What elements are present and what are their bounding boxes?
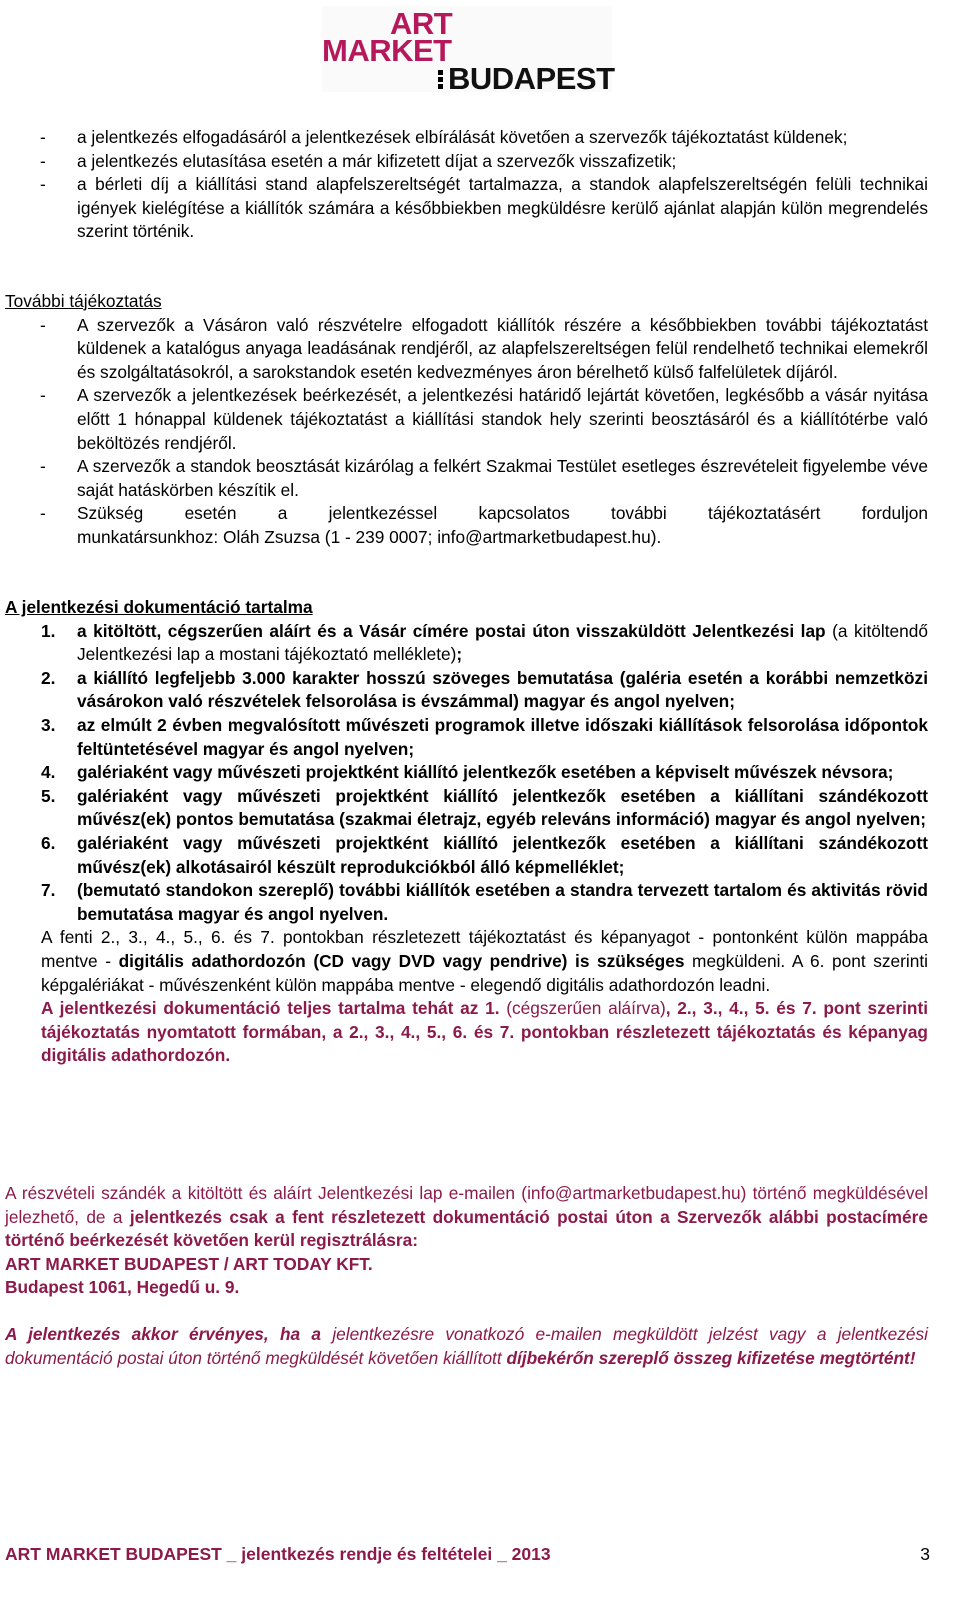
list-item: 4. galériaként vagy művészeti projektként kiállító jelentkezők esetében a képviselt művészek névsora;	[41, 762, 894, 783]
further-info-section	[5, 290, 928, 550]
footer-title: ART MARKET BUDAPEST _ jelentkezés rendje és feltételei _ 2013	[5, 1544, 551, 1564]
list-item: 6. galériaként vagy művészeti projektként kiállító jelentkezők esetében a kiállítani szándékozott művész(ek) alkotásairól készült reprodukciókból álló képmelléklet;	[41, 832, 928, 877]
list-item-text: A szervezők a standok beosztását kizárólag a felkért Szakmai Testület esetleges észrevételeit figyelembe véve saját hatáskörben készítik el.	[77, 456, 928, 500]
list-item-text: galériaként vagy művészeti projektként kiállító jelentkezők esetében a képviselt művészek névsora;	[77, 762, 894, 783]
section-heading: További tájékoztatás	[5, 291, 162, 311]
list-item: - a jelentkezés elfogadásáról a jelentkezések elbírálását követően a szervezők tájékoztatást küldenek;	[40, 127, 848, 147]
logo	[322, 6, 615, 96]
list-item-text: A szervezők a Vásáron való részvételre elfogadott kiállítók részére a későbbiekben további tájékoztatást küldenek a katalógus anyaga leadásának rendjéről, az alapfelszereltségen felül rendelhető technikai elemekről és szolgáltatásokról, a sarokstandok esetén kedvezményes áron bérelhető külső falfelületek díjáról.	[77, 314, 928, 382]
list-item: - A szervezők a jelentkezések beérkezését, a jelentkezési határidő lejártát követően, legkésőbb a vásár nyitása előtt 1 hónappal küldenek tájékoztatást a kiállítási standok hely szerinti beosztásáról és a kiállítótérbe való beköltözés rendjéről.	[40, 385, 928, 453]
section-heading: A jelentkezési dokumentáció tartalma	[5, 597, 313, 617]
list-item: - A szervezők a standok beosztását kizárólag a felkért Szakmai Testület esetleges észrevételeit figyelembe véve saját hatáskörben készítik el.	[40, 456, 928, 500]
logo-dots-icon	[438, 70, 443, 89]
registration-section	[5, 1182, 928, 1300]
list-item-text: A szervezők a jelentkezések beérkezését, a jelentkezési határidő lejártát követően, legkésőbb a vásár nyitása előtt 1 hónappal küldenek tájékoztatást a kiállítási standok hely szerinti beosztásáról és a kiállítótérbe való beköltözés rendjéről.	[77, 385, 928, 453]
registration-paragraph: A részvételi szándék a kitöltött és aláírt Jelentkezési lap e-mailen (info@artmarketbudapest.hu) történő megküldésével jelezhető, de a jelentkezés csak a fent részletezett dokumentáció postai úton a Szervezők alábbi postacímére történő beérkezését követően kerül regisztrálásra:	[5, 1183, 928, 1251]
logo-line-budapest: BUDAPEST	[448, 61, 615, 96]
postal-address-line2: Budapest 1061, Hegedű u. 9.	[5, 1277, 240, 1298]
list-item: 1. a kitöltött, cégszerűen aláírt és a Vásár címére postai úton visszaküldött Jelentkezési lap (a kitöltendő Jelentkezési lap a mostani tájékoztató melléklete);	[41, 620, 929, 665]
page-number: 3	[920, 1544, 930, 1564]
list-item-text: a bérleti díj a kiállítási stand alapfelszereltségét tartalmazza, a standok alapfelszereltségén felüli technikai igények kielégítése a kiállítók számára a későbbiekben megküldésre kerülő ajánlat alapján külön megrendelés szerint történik.	[77, 174, 928, 242]
list-item: 5. galériaként vagy művészeti projektként kiállító jelentkezők esetében a kiállítani szándékozott művész(ek) pontos bemutatása (szakmai életrajz, egyéb releváns információ) magyar és angol nyelven;	[41, 785, 928, 830]
list-item: - a jelentkezés elutasítása esetén a már kifizetett díjat a szervezők visszafizetik;	[40, 150, 677, 171]
list-item-text-line1: Szükség esetén a jelentkezéssel kapcsolatos további tájékoztatásért forduljon	[77, 503, 928, 524]
list-item-text-line2: munkatársunkhoz: Oláh Zsuzsa (1 - 239 0007; info@artmarketbudapest.hu).	[77, 526, 662, 547]
list-item-text: galériaként vagy művészeti projektként kiállító jelentkezők esetében a kiállítani szándékozott művész(ek) alkotásairól készült reprodukciókból álló képmelléklet;	[77, 832, 928, 877]
list-item-text-bold: a kitöltött, cégszerűen aláírt és a Vásár címére postai úton visszaküldött Jelentkezési lap	[77, 620, 826, 641]
digital-media-paragraph: A fenti 2., 3., 4., 5., 6. és 7. pontokban részletezett tájékoztatást és képanyagot - pontonként külön mappába mentve - digitális adathordozón (CD vagy DVD vagy pendrive) is szükséges megküldeni. A 6. pont szerinti képgalériákat - művészenként külön mappába mentve - elegendő digitális adathordozón leadni.	[41, 927, 928, 995]
documentation-section	[5, 596, 928, 1068]
postal-address-line1: ART MARKET BUDAPEST / ART TODAY KFT.	[5, 1253, 373, 1274]
list-item: - a bérleti díj a kiállítási stand alapfelszereltségét tartalmazza, a standok alapfelszereltségén felüli technikai igények kielégítése a kiállítók számára a későbbiekben megküldésre kerülő ajánlat alapján külön megrendelés szerint történik.	[40, 174, 928, 242]
logo-line-market: MARKET	[322, 33, 452, 68]
list-item-text: a jelentkezés elutasítása esetén a már kifizetett díjat a szervezők visszafizetik;	[77, 150, 677, 171]
logo-line-art: ART	[390, 6, 453, 41]
documentation-summary: A jelentkezési dokumentáció teljes tartalma tehát az 1. (cégszerűen aláírva), 2., 3., 4., 5. és 7. pont szerinti tájékoztatás nyomtatott formában, a 2., 3., 4., 5., 6. és 7. pontokban részletezett tájékoztatás és képanyag digitális adathordozón.	[41, 998, 929, 1066]
list-item-text-normal: (a kitöltendő Jelentkezési lap a mostani tájékoztató melléklete)	[77, 620, 929, 665]
list-item-text: a kiállító legfeljebb 3.000 karakter hosszú szöveges bemutatása (galéria esetén a korábbi nemzetközi vásárokon való részvételek felsorolása is évszámmal) magyar és angol nyelven;	[77, 667, 928, 712]
list-item-text: (bemutató standokon szereplő) további kiállítók esetében a standra tervezett tartalom és aktivitás rövid bemutatása magyar és angol nyelven.	[77, 880, 928, 924]
list-item: 2. a kiállító legfeljebb 3.000 karakter hosszú szöveges bemutatása (galéria esetén a korábbi nemzetközi vásárokon való részvételek felsorolása is évszámmal) magyar és angol nyelven;	[41, 667, 928, 712]
validity-paragraph: A jelentkezés akkor érvényes, ha a jelentkezésre vonatkozó e-mailen megküldött jelzést vagy a jelentkezési dokumentáció postai úton történő megküldését követően kiállított díjbekérőn szereplő összeg kifizetése megtörtént!	[5, 1324, 928, 1368]
logo-line-budapest-wrap	[438, 61, 615, 96]
intro-list	[5, 126, 928, 244]
list-item-text: galériaként vagy művészeti projektként kiállító jelentkezők esetében a kiállítani szándékozott művész(ek) pontos bemutatása (szakmai életrajz, egyéb releváns információ) magyar és angol nyelven;	[77, 785, 928, 830]
list-item-text: a jelentkezés elfogadásáról a jelentkezések elbírálását követően a szervezők tájékoztatást küldenek;	[77, 127, 848, 147]
list-item: - A szervezők a Vásáron való részvételre elfogadott kiállítók részére a későbbiekben további tájékoztatást küldenek a katalógus anyaga leadásának rendjéről, az alapfelszereltségen felül rendelhető technikai elemekről és szolgáltatásokról, a sarokstandok esetén kedvezményes áron bérelhető külső falfelületek díjáról.	[40, 314, 928, 382]
list-item: 7. (bemutató standokon szereplő) további kiállítók esetében a standra tervezett tartalom és aktivitás rövid bemutatása magyar és angol nyelven.	[41, 880, 928, 924]
list-item-text: az elmúlt 2 évben megvalósított művészeti programok illetve időszaki kiállítások felsorolása időpontok feltüntetésével magyar és angol nyelven;	[77, 714, 928, 759]
list-item: 3. az elmúlt 2 évben megvalósított művészeti programok illetve időszaki kiállítások felsorolása időpontok feltüntetésével magyar és angol nyelven;	[41, 714, 928, 759]
list-item: - Szükség esetén a jelentkezéssel kapcsolatos további tájékoztatásért forduljon munkatársunkhoz: Oláh Zsuzsa (1 - 239 0007; info@artmarketbudapest.hu).	[5, 502, 928, 549]
